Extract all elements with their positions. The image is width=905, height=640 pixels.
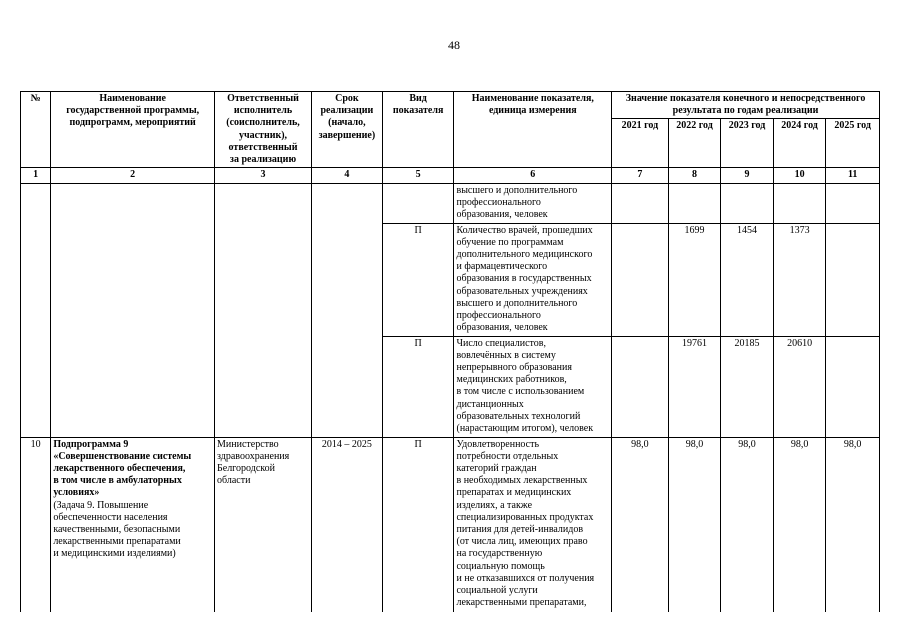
col-header-term: Срок реализации (начало, завершение)	[312, 92, 383, 168]
header-row-1	[21, 92, 880, 119]
cell-value-2022: 19761	[668, 336, 721, 437]
column-number: 5	[382, 168, 454, 183]
cell-responsible	[215, 183, 312, 437]
cell-value-2021	[612, 336, 669, 437]
column-number: 2	[51, 168, 215, 183]
table-row	[21, 437, 880, 612]
cell-value-2025	[826, 183, 880, 223]
col-header-name: Наименование государственной программы, подпрограмм, мероприятий	[51, 92, 215, 168]
cell-value-2025	[826, 336, 880, 437]
cell-value-2022	[668, 183, 721, 223]
cell-no	[21, 183, 51, 437]
column-number-row	[21, 168, 880, 183]
col-header-year-2022: 2022 год	[668, 119, 721, 168]
col-header-responsible: Ответственный исполнитель (соисполнитель, участник), ответственный за реализацию	[215, 92, 312, 168]
cell-responsible: Министерство здравоохранения Белгородской области	[215, 437, 312, 612]
col-header-indicator: Наименование показателя, единица измерения	[454, 92, 612, 168]
column-number: 3	[215, 168, 312, 183]
cell-value-2024: 20610	[773, 336, 826, 437]
col-header-kind: Вид показателя	[382, 92, 454, 168]
indicator-table	[20, 91, 880, 612]
cell-term: 2014 – 2025	[312, 437, 383, 612]
cell-value-2025: 98,0	[826, 437, 880, 612]
cell-value-2021: 98,0	[612, 437, 669, 612]
cell-kind: П	[382, 437, 454, 612]
cell-name	[51, 183, 215, 437]
col-header-year-2021: 2021 год	[612, 119, 669, 168]
cell-value-2023: 1454	[721, 223, 774, 336]
column-number: 1	[21, 168, 51, 183]
cell-indicator: высшего и дополнительного профессионального образования, человек	[454, 183, 612, 223]
page-number: 48	[448, 38, 460, 52]
cell-kind: П	[382, 336, 454, 437]
cell-value-2024	[773, 183, 826, 223]
cell-value-2021	[612, 223, 669, 336]
column-number: 8	[668, 168, 721, 183]
column-number: 7	[612, 168, 669, 183]
cell-value-2025	[826, 223, 880, 336]
cell-indicator: Число специалистов, вовлечённых в систему непрерывного образования медицинских работников, в том числе с использованием дистанционных образовательных технологий (нарастающим итогом), человек	[454, 336, 612, 437]
cell-indicator: Количество врачей, прошедших обучение по программам дополнительного медицинского и фармацевтического образования в государственных образовательных учреждениях высшего и дополнительного профессионального образования, человек	[454, 223, 612, 336]
subprogram-title: Подпрограмма 9 «Совершенствование системы лекарственного обеспечения, в том числе в амбулаторных условиях»	[53, 438, 192, 499]
cell-kind: П	[382, 223, 454, 336]
table-row	[21, 183, 880, 223]
subprogram-task: (Задача 9. Повышение обеспеченности населения качественными, безопасными лекарственными препаратами и медицинскими изделиями)	[53, 499, 181, 560]
cell-value-2023: 20185	[721, 336, 774, 437]
cell-kind	[382, 183, 454, 223]
cell-no: 10	[21, 437, 51, 612]
col-header-year-2024: 2024 год	[773, 119, 826, 168]
column-number: 10	[773, 168, 826, 183]
col-header-year-2023: 2023 год	[721, 119, 774, 168]
cell-value-2023: 98,0	[721, 437, 774, 612]
cell-value-2024: 98,0	[773, 437, 826, 612]
cell-value-2022: 98,0	[668, 437, 721, 612]
col-header-no: №	[21, 92, 51, 168]
cell-term	[312, 183, 383, 437]
column-number: 9	[721, 168, 774, 183]
cell-indicator: Удовлетворенность потребности отдельных категорий граждан в необходимых лекарственных препаратах и медицинских изделиях, а также специализированных продуктах питания для детей-инвалидов (от числа лиц, имеющих право на государственную социальную помощь и не отказавшихся от получения социальной услуги лекарственными препаратами,	[454, 437, 612, 612]
cell-value-2024: 1373	[773, 223, 826, 336]
column-number: 6	[454, 168, 612, 183]
column-number: 4	[312, 168, 383, 183]
cell-value-2023	[721, 183, 774, 223]
cell-name	[51, 437, 215, 612]
col-header-values-group: Значение показателя конечного и непосредственного результата по годам реализации	[612, 92, 880, 119]
col-header-year-2025: 2025 год	[826, 119, 880, 168]
cell-value-2021	[612, 183, 669, 223]
cell-value-2022: 1699	[668, 223, 721, 336]
column-number: 11	[826, 168, 880, 183]
